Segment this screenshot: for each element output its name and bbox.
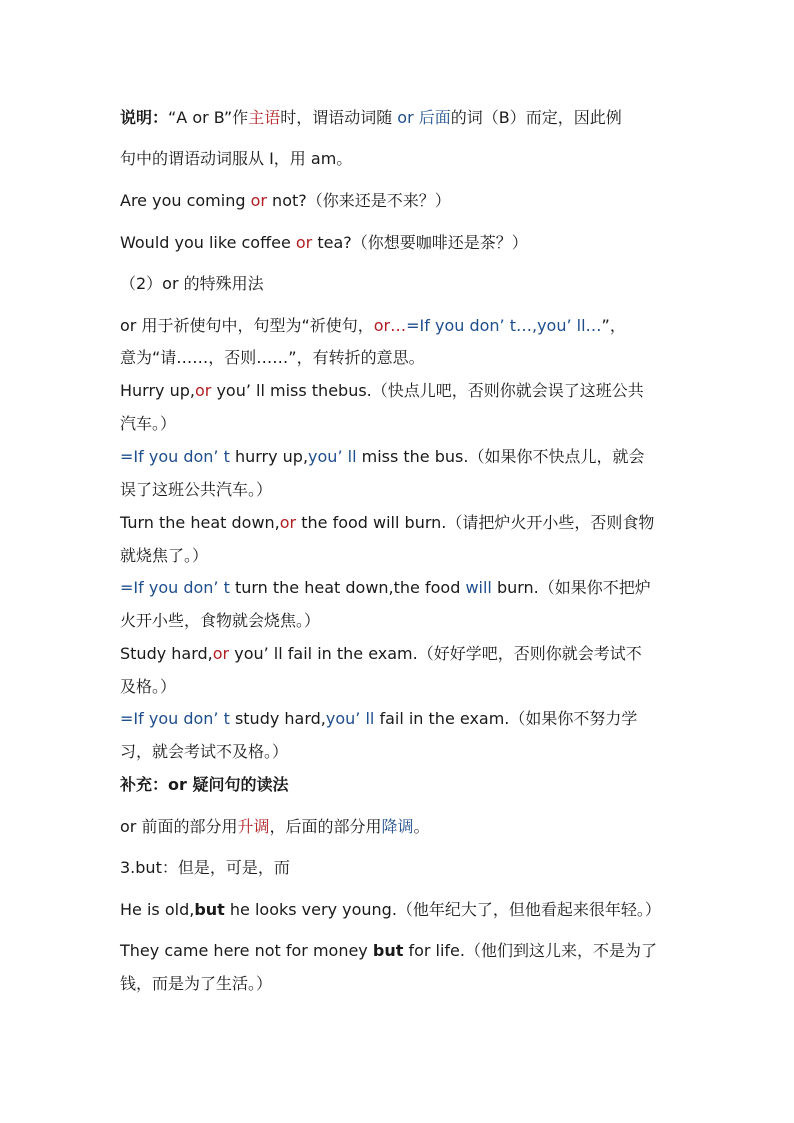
text-segment: hurry up, xyxy=(229,447,309,466)
text-segment: Are you coming xyxy=(120,191,251,210)
text-segment: Would you like coffee xyxy=(120,233,296,252)
supplement-heading xyxy=(120,774,288,796)
text-segment: or xyxy=(397,108,414,127)
text-segment: or 用于祈使句中，句型为“祈使句， xyxy=(120,316,374,335)
text-segment: but xyxy=(194,900,225,919)
text-segment: 3.but：但是，可是，而 xyxy=(120,858,290,877)
section-heading-or-special xyxy=(120,273,264,295)
text-segment: 时，谓语动词随 xyxy=(280,108,398,127)
text-segment: 习，就会考试不及格。） xyxy=(120,742,289,761)
text-segment: you’ ll miss thebus.（快点儿吧，否则你就会误了这班公共 xyxy=(211,381,644,400)
text-segment: fail in the exam.（如果你不努力学 xyxy=(374,709,638,728)
intonation-rule xyxy=(120,816,430,838)
text-segment: =If you don’ t xyxy=(120,447,230,466)
text-segment: tea?（你想要咖啡还是茶？） xyxy=(312,233,528,252)
text-segment: you’ ll fail in the exam.（好好学吧，否则你就会考试不 xyxy=(229,644,642,663)
text-segment: 钱，而是为了生活。） xyxy=(120,974,273,993)
text-segment: 意为“请……，否则……”，有转折的意思。 xyxy=(120,348,425,367)
text-segment: 。 xyxy=(413,817,430,836)
text-segment: or xyxy=(295,233,313,252)
example-hurry xyxy=(120,380,644,402)
text-segment: you’ ll xyxy=(308,447,357,466)
text-segment: 说明： xyxy=(120,108,169,127)
example-but-2 xyxy=(120,940,657,962)
text-segment: but xyxy=(372,941,404,960)
text-segment: 降调 xyxy=(381,817,414,836)
text-segment: ，后面的部分用 xyxy=(269,817,382,836)
text-segment: Turn the heat down, xyxy=(120,513,280,532)
text-segment: =If you don’ t xyxy=(120,709,230,728)
text-segment: he looks very young.（他年纪大了，但他看起来很年轻。） xyxy=(224,900,661,919)
text-segment: will xyxy=(465,578,492,597)
example-but-2-cont xyxy=(120,973,272,995)
example-study-equiv xyxy=(120,708,637,730)
note-line-cont xyxy=(120,148,352,170)
text-segment: Hurry up, xyxy=(120,381,195,400)
text-segment: 的词（B）而定，因此例 xyxy=(450,108,622,127)
text-segment: =If you don’ t…,you’ ll… xyxy=(406,316,602,335)
example-study-equiv-cont xyxy=(120,741,288,763)
note-line xyxy=(120,107,622,129)
text-segment: miss the bus.（如果你不快点儿，就会 xyxy=(356,447,645,466)
text-segment: 火开小些，食物就会烧焦。） xyxy=(120,611,321,630)
text-segment: ”， xyxy=(601,316,626,335)
text-segment: 误了这班公共汽车。） xyxy=(120,480,273,499)
text-segment: not?（你来还是不来？） xyxy=(266,191,451,210)
text-segment: turn the heat down,the food xyxy=(229,578,466,597)
text-segment: 就烧焦了。） xyxy=(120,546,209,565)
text-segment: 及格。） xyxy=(120,677,177,696)
example-heat-cont xyxy=(120,545,208,567)
text-segment: Study hard, xyxy=(120,644,213,663)
text-segment: burn.（如果你不把炉 xyxy=(491,578,651,597)
text-segment: 后面 xyxy=(418,108,451,127)
text-segment: for life.（他们到这儿来，不是为了 xyxy=(403,941,657,960)
text-segment: He is old, xyxy=(120,900,195,919)
example-hurry-equiv-cont xyxy=(120,479,272,501)
text-segment: 主语 xyxy=(248,108,281,127)
example-study xyxy=(120,643,642,665)
text-segment: They came here not for money xyxy=(120,941,373,960)
text-segment: or xyxy=(194,381,212,400)
rule-line-cont xyxy=(120,347,425,369)
text-segment: the food will burn.（请把炉火开小些，否则食物 xyxy=(296,513,655,532)
text-segment: “A or B”作 xyxy=(168,108,249,127)
example-hurry-cont xyxy=(120,413,176,435)
rule-line xyxy=(120,315,626,337)
example-heat-equiv xyxy=(120,577,651,599)
example-heat-equiv-cont xyxy=(120,610,320,632)
text-segment: 句中的谓语动词服从 I，用 am。 xyxy=(120,149,353,168)
example-heat xyxy=(120,512,654,534)
text-segment: or 前面的部分用 xyxy=(120,817,238,836)
example-or-question-1 xyxy=(120,190,451,212)
text-segment: or xyxy=(212,644,230,663)
example-but-1 xyxy=(120,899,661,921)
text-segment: 汽车。） xyxy=(120,414,177,433)
text-segment: =If you don’ t xyxy=(120,578,230,597)
text-segment: （2）or 的特殊用法 xyxy=(120,274,264,293)
text-segment: or… xyxy=(373,316,407,335)
text-segment: study hard, xyxy=(229,709,326,728)
section-heading-but xyxy=(120,857,290,879)
text-segment: you’ ll xyxy=(325,709,375,728)
example-hurry-equiv xyxy=(120,446,644,468)
text-segment: 补充：or 疑问句的读法 xyxy=(120,775,289,794)
example-study-cont xyxy=(120,676,176,698)
text-segment: or xyxy=(250,191,267,210)
text-segment: 升调 xyxy=(237,817,270,836)
text-segment: or xyxy=(279,513,297,532)
example-or-question-2 xyxy=(120,232,528,254)
